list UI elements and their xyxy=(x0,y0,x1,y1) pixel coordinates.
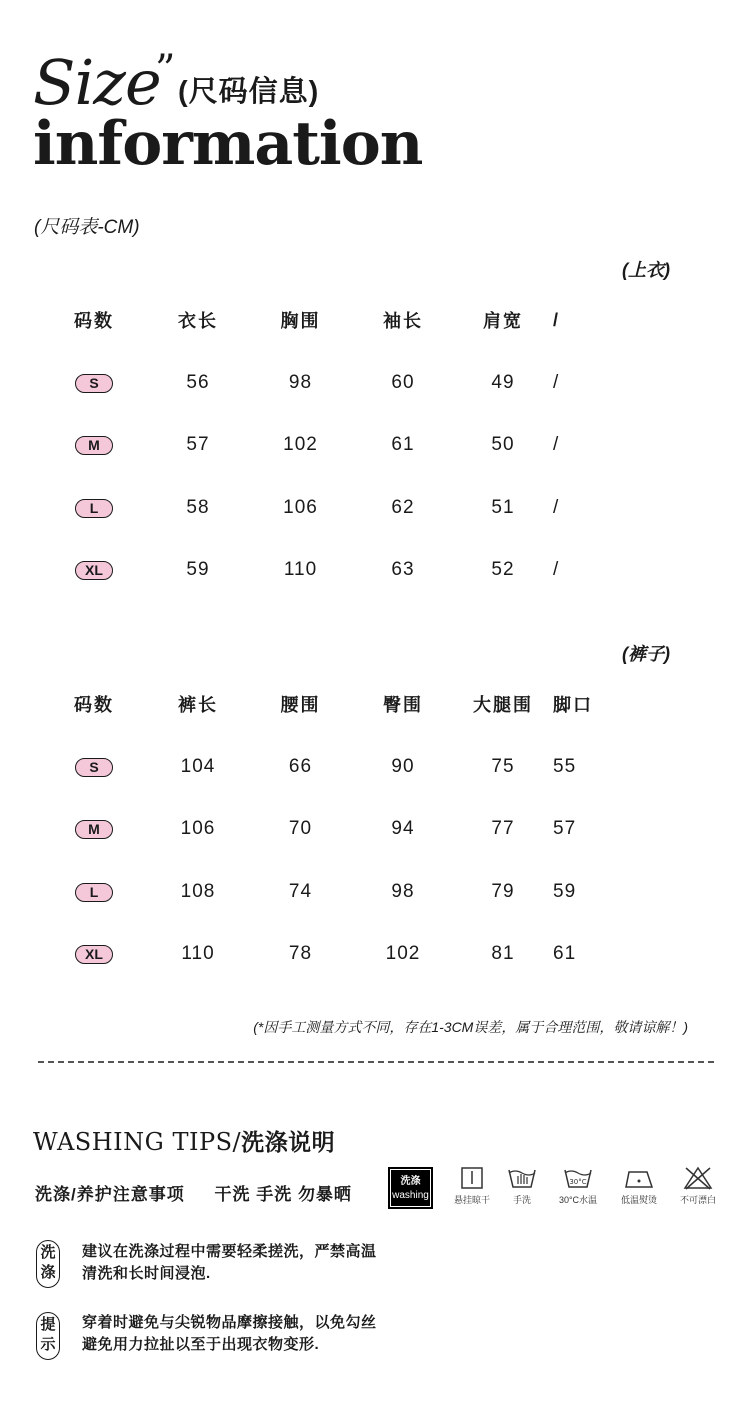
header-cell: / xyxy=(553,309,561,330)
low-iron-icon xyxy=(614,1166,664,1206)
table-cell: 61 xyxy=(553,943,577,965)
header-cell: 大腿围 xyxy=(473,695,533,716)
table-row xyxy=(40,736,660,799)
badge-char: 洗 xyxy=(40,1244,56,1261)
table-cell: 51 xyxy=(491,496,515,518)
table-cell: / xyxy=(553,434,560,456)
header-cell: 码数 xyxy=(74,695,114,716)
care-row xyxy=(35,1180,352,1205)
header-cell: 臀围 xyxy=(383,695,423,716)
table-cell: 56 xyxy=(186,371,210,393)
care-icon-label: 低温熨烫 xyxy=(620,1195,657,1205)
title-information: information xyxy=(33,109,423,179)
header-cell: 腰围 xyxy=(280,695,321,716)
table-cell: 110 xyxy=(181,943,215,965)
table-cell: 62 xyxy=(391,496,415,518)
header-cell: 码数 xyxy=(74,311,114,332)
washing-badge-cn: 洗涤 xyxy=(400,1176,421,1187)
dashed-divider xyxy=(38,1061,714,1063)
wash-tip-text xyxy=(82,1241,377,1285)
table-cell: 57 xyxy=(553,818,577,840)
title-quote-mark: ” xyxy=(155,47,176,93)
pants-size-table xyxy=(40,673,660,986)
table-cell: 78 xyxy=(288,943,313,965)
size-pill: M xyxy=(75,820,113,839)
tops-section-tag: (上衣) xyxy=(622,260,670,280)
badge-char: 涤 xyxy=(40,1264,56,1281)
table-cell: 77 xyxy=(491,818,515,840)
table-cell: 50 xyxy=(491,434,515,456)
badge-char: 示 xyxy=(40,1336,56,1353)
size-pill: L xyxy=(75,883,113,902)
table-cell: 63 xyxy=(391,559,415,581)
size-chart-unit-label: (尺码表-CM) xyxy=(34,217,140,238)
washing-badge-en: washing xyxy=(392,1190,429,1201)
size-pill: XL xyxy=(75,945,113,964)
table-header-row xyxy=(40,673,660,736)
table-cell: 55 xyxy=(553,755,577,777)
table-header-row xyxy=(40,289,660,352)
table-cell: 94 xyxy=(391,818,415,840)
table-row xyxy=(40,414,660,477)
header-cell: 袖长 xyxy=(383,311,423,332)
table-cell: 70 xyxy=(288,818,313,840)
tops-size-table xyxy=(40,289,660,602)
table-cell: 106 xyxy=(180,818,216,840)
care-icon-label: 不可漂白 xyxy=(679,1195,716,1205)
size-pill: L xyxy=(75,499,113,518)
title-size: Size xyxy=(33,46,161,119)
washing-badge xyxy=(388,1167,433,1209)
table-cell: / xyxy=(553,371,560,393)
reminder-tip-badge xyxy=(36,1312,60,1360)
header-cell: 胸围 xyxy=(280,311,321,332)
table-cell: 74 xyxy=(288,880,313,902)
table-cell: 102 xyxy=(385,943,421,965)
wash-temp-text: 30°C xyxy=(569,1178,587,1186)
care-method: 手洗 xyxy=(256,1185,293,1204)
table-cell: 102 xyxy=(283,434,318,456)
no-bleach-icon xyxy=(673,1166,723,1206)
header-cell: 裤长 xyxy=(178,695,218,716)
wash-tip-badge xyxy=(36,1240,60,1288)
table-cell: 90 xyxy=(391,755,415,777)
table-cell: 57 xyxy=(186,434,210,456)
hang-dry-icon xyxy=(447,1166,497,1206)
care-method: 干洗 xyxy=(214,1185,251,1204)
table-cell: 104 xyxy=(180,755,216,777)
table-cell: 106 xyxy=(283,496,318,518)
care-icon-label: 手洗 xyxy=(512,1195,531,1205)
washing-title xyxy=(33,1124,335,1157)
washing-title-cn: 洗涤说明 xyxy=(241,1129,336,1155)
size-pill: XL xyxy=(75,561,113,580)
table-cell: 58 xyxy=(186,496,210,518)
hand-wash-icon xyxy=(497,1166,547,1206)
table-cell: 98 xyxy=(288,371,313,393)
table-cell: 59 xyxy=(186,559,210,581)
header-cell: 脚口 xyxy=(553,695,593,716)
care-label: 洗涤/养护注意事项 xyxy=(35,1185,185,1204)
measurement-note: (*因手工测量方式不同，存在1-3CM误差，属于合理范围，敬请谅解！) xyxy=(253,1019,688,1035)
table-cell: / xyxy=(553,559,560,581)
title-chinese: (尺码信息) xyxy=(178,76,320,108)
header-cell: 肩宽 xyxy=(483,311,523,332)
pants-section-tag: (裤子) xyxy=(622,644,670,664)
table-row xyxy=(40,352,660,415)
washing-title-en: WASHING TIPS/ xyxy=(33,1128,242,1156)
table-cell: 108 xyxy=(180,880,216,902)
table-row xyxy=(40,539,660,602)
table-row xyxy=(40,798,660,861)
table-row xyxy=(40,923,660,986)
table-cell: 60 xyxy=(391,371,415,393)
care-icon-label: 30°C水温 xyxy=(558,1195,598,1205)
header-cell: 衣长 xyxy=(178,311,218,332)
table-cell: 61 xyxy=(391,434,415,456)
tip-line: 清洗和长时间浸泡. xyxy=(82,1265,211,1282)
badge-char: 提 xyxy=(40,1316,56,1333)
size-pill: M xyxy=(75,436,113,455)
care-icon-label: 悬挂晾干 xyxy=(453,1195,490,1205)
table-cell: 66 xyxy=(288,755,313,777)
table-cell: 110 xyxy=(283,559,318,581)
table-row xyxy=(40,861,660,924)
size-pill: S xyxy=(75,374,113,393)
table-row xyxy=(40,477,660,540)
tip-line: 避免用力拉扯以至于出现衣物变形. xyxy=(82,1336,320,1353)
tip-line: 建议在洗涤过程中需要轻柔搓洗，严禁高温 xyxy=(82,1243,377,1260)
wash-30-icon xyxy=(553,1166,603,1206)
table-cell: 81 xyxy=(491,943,515,965)
tip-line: 穿着时避免与尖锐物品摩擦接触，以免勾丝 xyxy=(82,1314,377,1331)
table-cell: 52 xyxy=(491,559,515,581)
table-cell: 49 xyxy=(491,371,515,393)
size-pill: S xyxy=(75,758,113,777)
reminder-tip-text xyxy=(82,1312,377,1356)
table-cell: 98 xyxy=(391,880,415,902)
table-cell: 75 xyxy=(491,755,515,777)
table-cell: / xyxy=(553,496,560,518)
table-cell: 59 xyxy=(553,880,577,902)
care-method: 勿暴晒 xyxy=(297,1185,352,1204)
table-cell: 79 xyxy=(491,880,515,902)
